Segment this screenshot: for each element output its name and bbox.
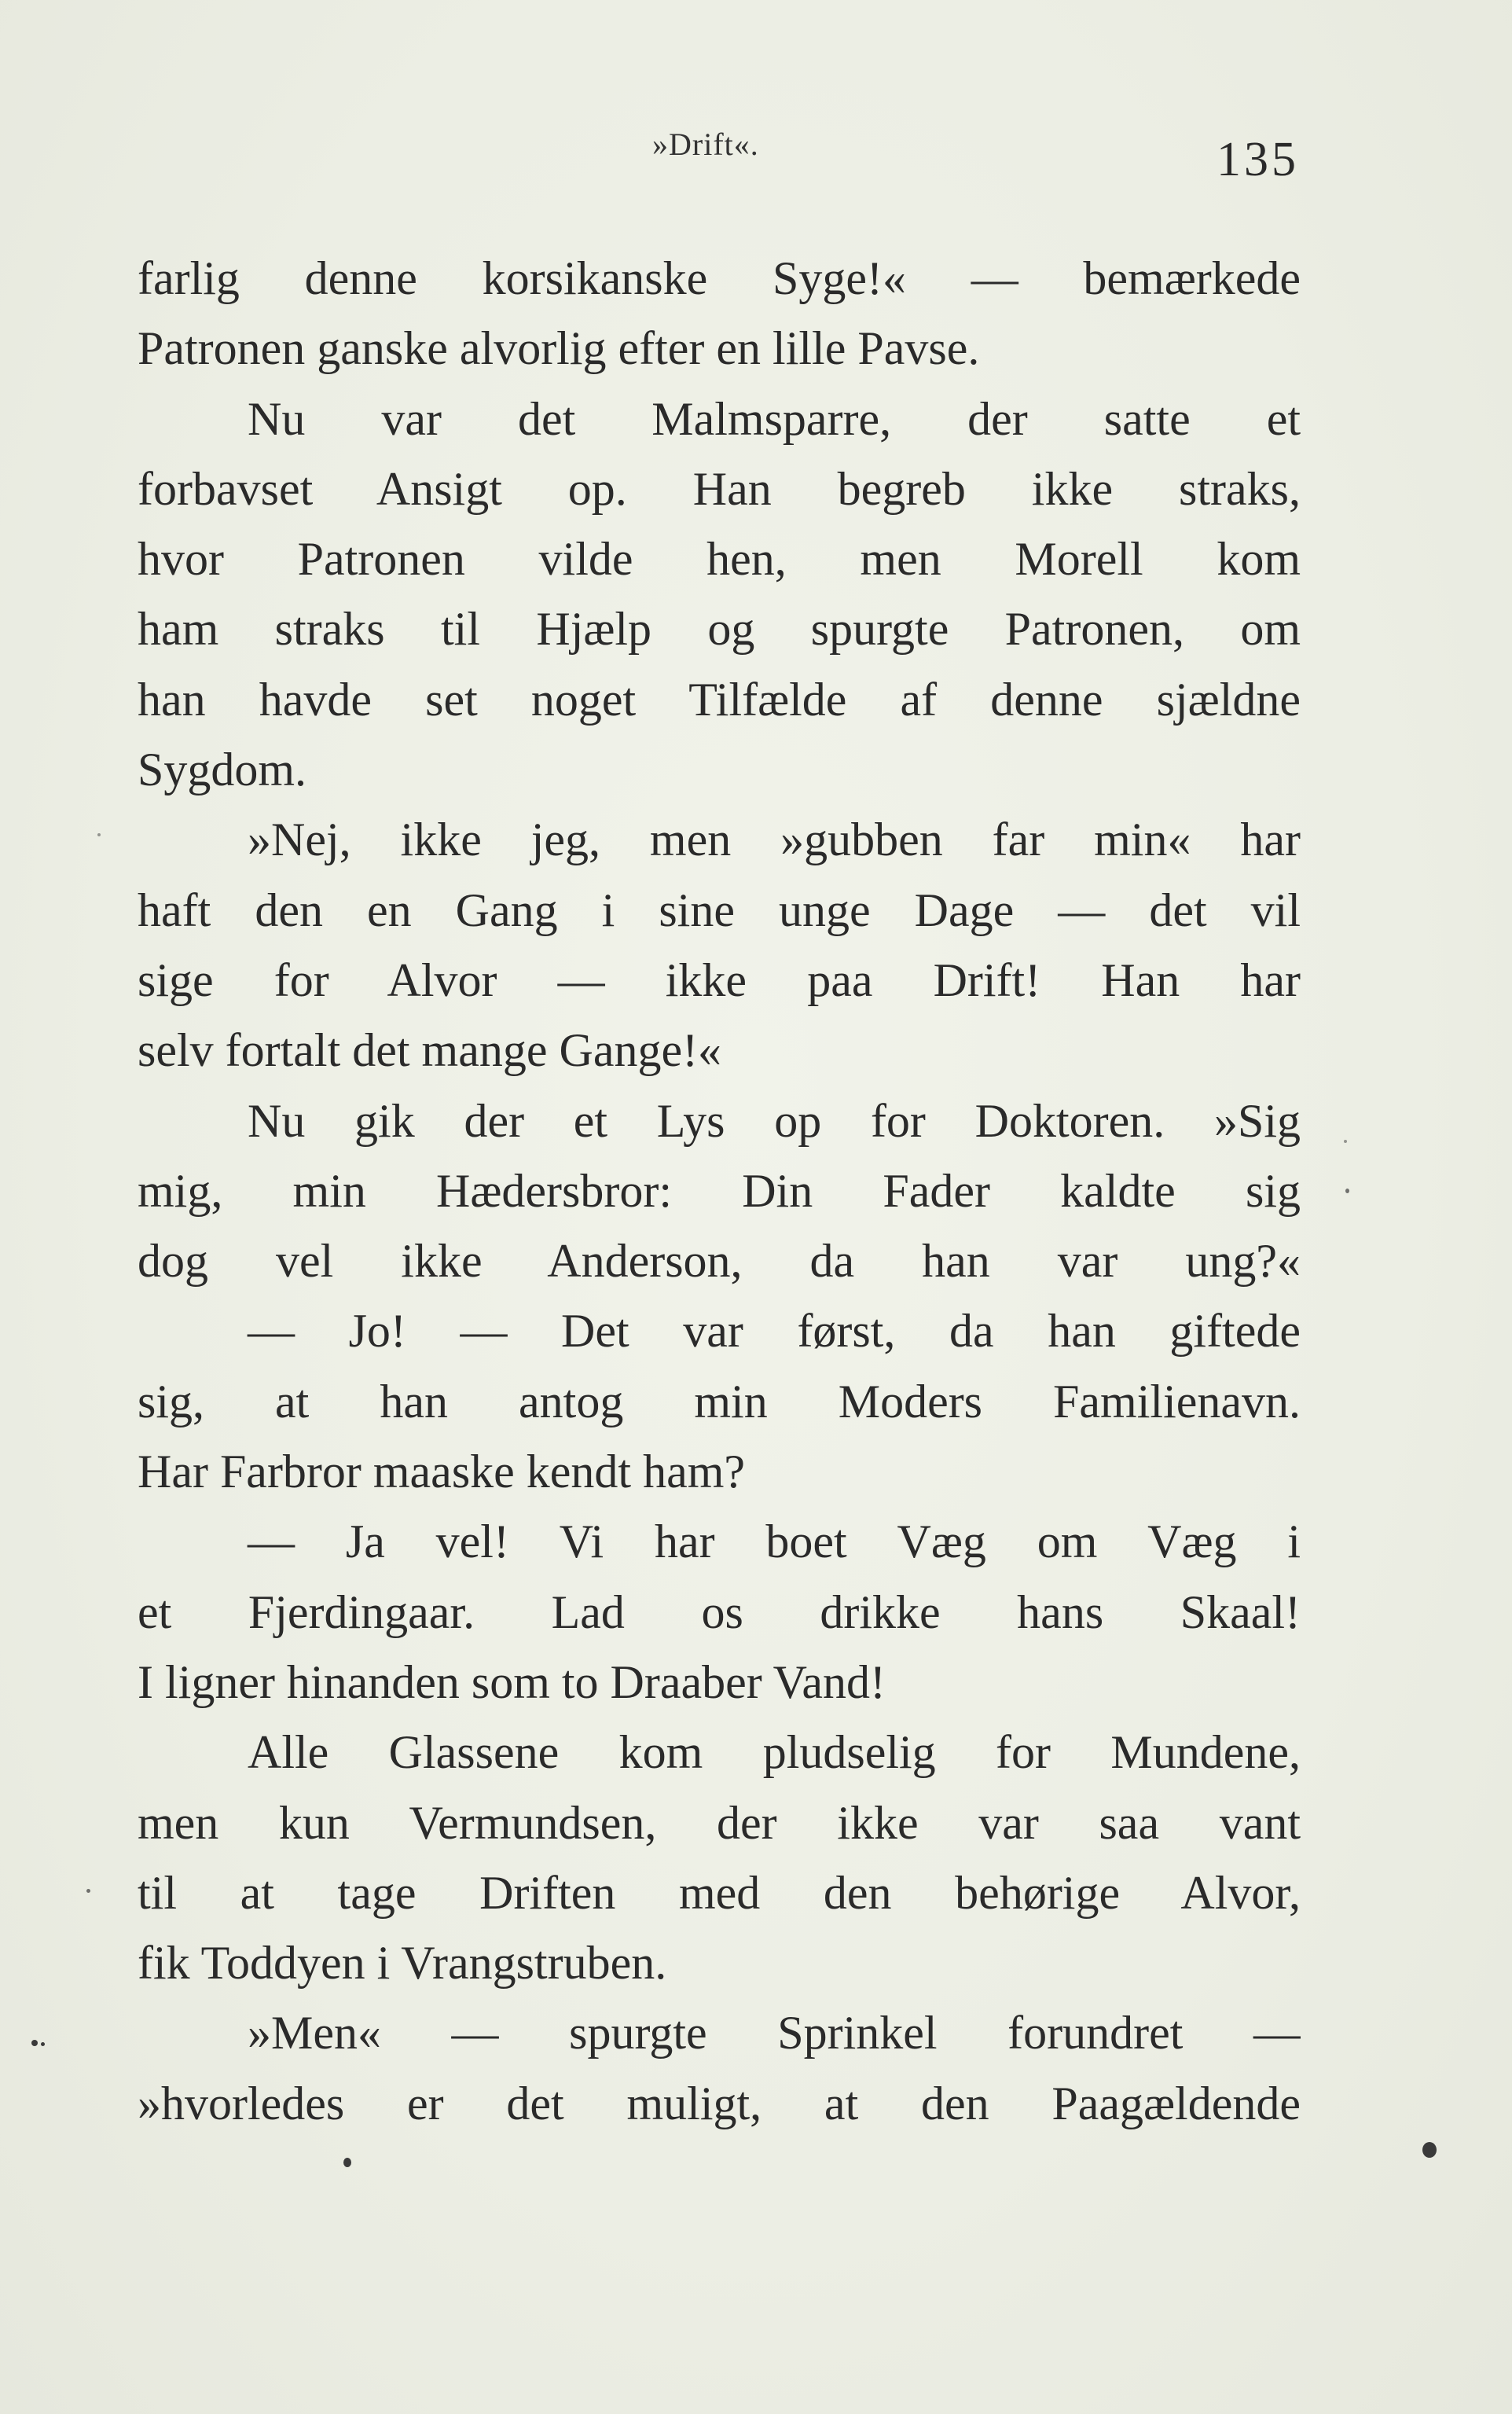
text-line: sige for Alvor — ikke paa Drift! Han har (138, 953, 1301, 1006)
text-line: hvor Patronen vilde hen, men Morell kom (138, 533, 1301, 586)
ink-speck (41, 2042, 45, 2046)
running-title: »Drift«. (652, 127, 759, 162)
text-line: han havde set noget Tilfælde af denne sjældne (138, 673, 1301, 726)
text-line: I ligner hinanden som to Draaber Vand! (138, 1655, 886, 1708)
text-line: dog vel ikke Anderson, da han var ung?« (138, 1235, 1301, 1288)
page-number: 135 (1217, 133, 1299, 186)
text-line: et Fjerdingaar. Lad os drikke hans Skaal! (138, 1585, 1301, 1638)
text-line: forbavset Ansigt op. Han begreb ikke straks, (138, 462, 1301, 515)
text-line: Sygdom. (138, 744, 307, 796)
body-text (138, 244, 1301, 2139)
text-line: »Men« — spurgte Sprinkel forundret — (248, 2007, 1301, 2059)
text-line: — Ja vel! Vi har boet Væg om Væg i (248, 1516, 1301, 1568)
text-line: ham straks til Hjælp og spurgte Patronen, om (138, 603, 1301, 656)
text-line: farlig denne korsikanske Syge!« — bemærkede (138, 252, 1301, 304)
text-line: Har Farbror maaske kendt ham? (138, 1446, 746, 1498)
text-line: selv fortalt det mange Gange!« (138, 1024, 722, 1077)
text-line: Nu var det Malmsparre, der satte et (248, 392, 1301, 445)
text-line: Patronen ganske alvorlig efter en lille Pavse. (138, 322, 980, 375)
text-line: fik Toddyen i Vrangstruben. (138, 1937, 667, 1990)
ink-speck (86, 1889, 90, 1893)
ink-speck (1344, 1140, 1347, 1143)
text-line: til at tage Driften med den behørige Alvor, (138, 1866, 1301, 1919)
text-line: — Jo! — Det var først, da han giftede (248, 1305, 1301, 1358)
text-line: »Nej, ikke jeg, men »gubben far min« har (248, 814, 1301, 866)
text-line: »hvorledes er det muligt, at den Paagældende (138, 2077, 1301, 2129)
ink-speck (343, 2158, 351, 2167)
ink-speck (31, 2040, 38, 2046)
text-line: Nu gik der et Lys op for Doktoren. »Sig (248, 1094, 1301, 1147)
text-line: men kun Vermundsen, der ikke var saa vant (138, 1796, 1301, 1849)
text-line: mig, min Hædersbror: Din Fader kaldte sig (138, 1164, 1301, 1217)
text-line: haft den en Gang i sine unge Dage — det vil (138, 884, 1301, 936)
ink-speck (1345, 1189, 1349, 1193)
text-line: sig, at han antog min Moders Familienavn. (138, 1375, 1301, 1427)
text-line: Alle Glassene kom pludselig for Mundene, (248, 1726, 1301, 1779)
ink-speck (1422, 2142, 1437, 2158)
ink-speck (97, 833, 101, 836)
